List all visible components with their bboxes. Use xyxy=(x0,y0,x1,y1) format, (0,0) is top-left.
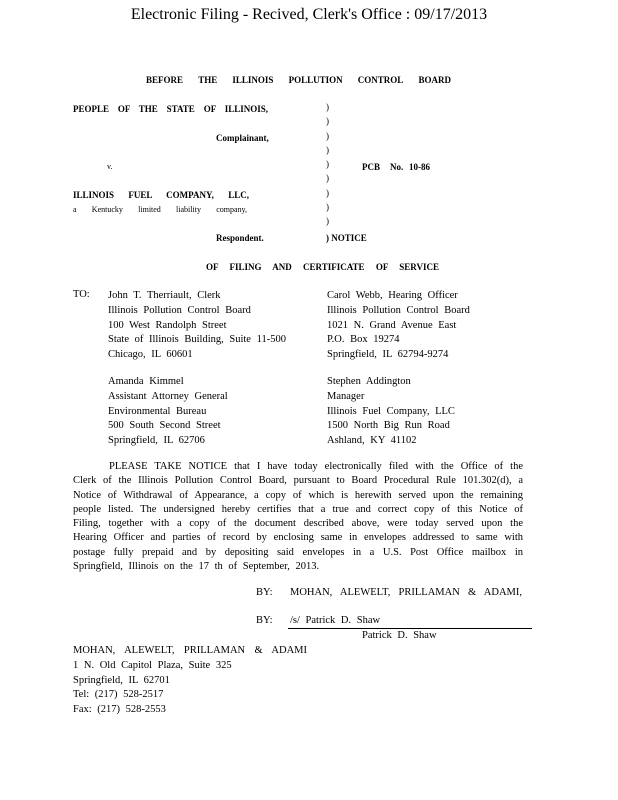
board-title-word: BOARD xyxy=(418,75,451,85)
address-line: 100 West Randolph Street xyxy=(108,319,227,331)
caption-paren: ) xyxy=(326,116,329,127)
address-line: Chicago, IL 60601 xyxy=(108,349,193,361)
printed-name: Patrick D. Shaw xyxy=(362,630,437,641)
caption-paren: ) xyxy=(326,216,329,227)
address-line: Amanda Kimmel xyxy=(108,376,184,387)
address-line: Ashland, KY 41102 xyxy=(327,435,417,447)
address-line: Carol Webb, Hearing Officer xyxy=(327,290,458,301)
caption-paren: ) xyxy=(326,202,329,213)
by-label: BY: xyxy=(256,615,273,626)
notice-paragraph xyxy=(73,460,523,574)
firm-city: Springfield, IL 62701 xyxy=(73,674,170,686)
paragraph-line: PLEASE TAKE NOTICE that I have today electronically filed with the Office of the xyxy=(109,461,523,472)
recipient-clerk xyxy=(108,289,286,363)
caption-paren: ) xyxy=(326,173,329,184)
respondent-party-line1: ILLINOIS FUEL COMPANY, LLC, xyxy=(73,190,249,200)
address-line: P.O. Box 19274 xyxy=(327,334,400,346)
firm-address: 1 N. Old Capitol Plaza, Suite 325 xyxy=(73,659,232,671)
board-title-word: BEFORE xyxy=(146,75,184,85)
board-title-word: CONTROL xyxy=(357,75,404,85)
address-line: 1021 N. Grand Avenue East xyxy=(327,319,457,331)
paragraph-line: Hearing Officer and parties of record by enclosing same in envelopes addressed to same with xyxy=(73,532,523,544)
caption-paren: ) xyxy=(326,144,329,155)
caption-parens xyxy=(326,100,329,229)
address-line: Illinois Pollution Control Board xyxy=(327,304,470,316)
signature-slash: /s/ Patrick D. Shaw xyxy=(290,615,381,626)
caption-paren: ) xyxy=(326,187,329,198)
respondent-party-line2: a Kentucky limited liability company, xyxy=(73,205,247,214)
document-title: OF FILING AND CERTIFICATE OF SERVICE xyxy=(206,262,439,272)
address-line: John T. Therriault, Clerk xyxy=(108,290,221,301)
recipient-hearing-officer xyxy=(327,289,470,363)
respondent-role: Respondent. xyxy=(216,233,264,243)
case-no-label: No. xyxy=(390,162,404,172)
address-line: Springfield, IL 62794-9274 xyxy=(327,349,449,361)
board-title-word: POLLUTION xyxy=(288,75,343,85)
address-line: State of Illinois Building, Suite 11-500 xyxy=(108,334,286,346)
firm-phone: Tel: (217) 528-2517 xyxy=(73,689,164,701)
caption-paren: ) xyxy=(326,159,329,170)
paragraph-line: Springfield, Illinois on the 17 th of September, 2013. xyxy=(73,561,320,573)
address-line: Illinois Fuel Company, LLC xyxy=(327,405,455,417)
paragraph-line: Notice of Withdrawal of Appearance, a copy of which is herewith served upon the remaining xyxy=(73,489,523,501)
address-line: Environmental Bureau xyxy=(108,405,207,417)
board-title xyxy=(146,75,451,85)
firm-name: MOHAN, ALEWELT, PRILLAMAN & ADAMI xyxy=(73,645,307,656)
recipient-company xyxy=(327,375,455,449)
complainant-party: PEOPLE OF THE STATE OF ILLINOIS, xyxy=(73,104,268,114)
recipient-attorney-general xyxy=(108,375,228,449)
caption-paren: ) xyxy=(326,130,329,141)
address-line: Manager xyxy=(327,390,365,402)
page-header: Electronic Filing - Recived, Clerk's Office : 09/17/2013 xyxy=(130,6,488,23)
address-line: Stephen Addington xyxy=(327,376,411,387)
versus: v. xyxy=(107,162,113,171)
paragraph-line: Clerk of the Illinois Pollution Control Board, pursuant to Board Procedural Rule 101.302(d), a xyxy=(73,475,523,487)
address-line: Illinois Pollution Control Board xyxy=(108,304,251,316)
case-number: 10-86 xyxy=(409,162,430,172)
paragraph-line: people listed. The undersigned hereby certifies that a true and correct copy of this Notice of xyxy=(73,503,523,515)
address-line: Springfield, IL 62706 xyxy=(108,435,205,447)
firm-fax: Fax: (217) 528-2553 xyxy=(73,704,166,716)
board-title-word: ILLINOIS xyxy=(232,75,274,85)
by-label: BY: xyxy=(256,587,273,598)
to-label: TO: xyxy=(73,289,90,300)
caption-paren: ) xyxy=(326,102,329,112)
case-label: PCB xyxy=(362,162,380,172)
signature-line xyxy=(288,628,532,629)
address-line: Assistant Attorney General xyxy=(108,390,228,402)
firm-block xyxy=(73,644,307,718)
complainant-role: Complainant, xyxy=(216,133,269,143)
notice-paren: ) NOTICE xyxy=(326,233,367,243)
address-line: 500 South Second Street xyxy=(108,420,221,432)
signature-firm: MOHAN, ALEWELT, PRILLAMAN & ADAMI, xyxy=(290,587,522,598)
paragraph-line: Filing, together with a copy of the document described above, were today served upon the xyxy=(73,518,523,530)
paragraph-line: postage fully prepaid and by depositing said envelopes in a U.S. Post Office mailbox in xyxy=(73,546,523,558)
board-title-word: THE xyxy=(198,75,218,85)
address-line: 1500 North Big Run Road xyxy=(327,420,450,432)
